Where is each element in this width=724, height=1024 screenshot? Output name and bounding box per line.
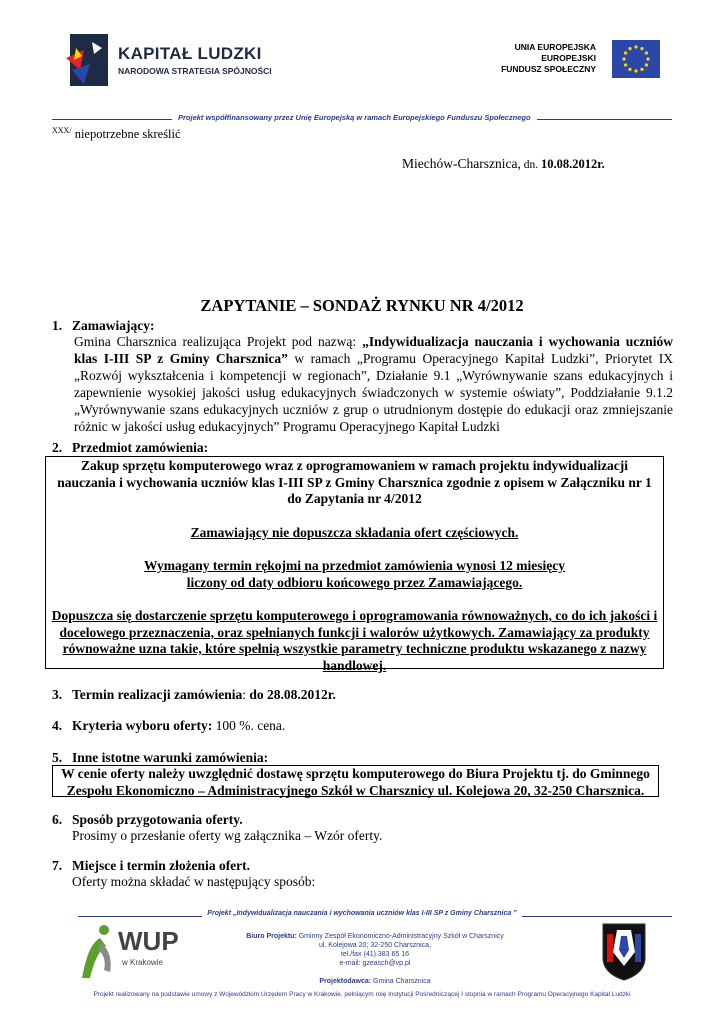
section-7-heading [52,858,250,874]
office-email: e-mail: gzeasch@vp.pl [339,960,411,967]
section-4-number: 4. [52,718,63,733]
kapital-ludzki-title: KAPITAŁ LUDZKI [118,44,262,63]
section-5-heading [52,750,268,766]
section-3-label: Termin realizacji zamówienia [72,687,243,702]
note-text: niepotrzebne skreślić [71,127,181,142]
section-6-text: Prosimy o przesłanie oferty wg załącznika – Wzór oferty. [72,828,383,843]
section-6-heading [52,812,243,828]
wup-logo [80,922,185,984]
beneficiary-value: Gmina Charsznica [371,978,431,985]
footer-project-text: Projekt „Indywidualizacja nauczania i wychowania uczniów klas I-III SP z Gminy Charsznica ” [202,910,521,917]
section-2-heading [52,440,208,456]
eu-line-2: EUROPEJSKI [541,53,596,63]
s1-part-1: Gmina Charsznica realizująca Projekt pod nazwą: [74,334,363,349]
wup-wordmark: WUP [118,926,179,956]
section-1-label: Zamawiający: [72,318,155,333]
section-7-text: Oferty można składać w następujący sposób: [72,874,316,889]
section-5-box: W cenie oferty należy uwzględnić dostawę sprzętu komputerowego do Biura Projektu tj. do Gminnego Zespołu Ekonomiczno – Administracyjnego Szkół w Charsznicy ul. Kolejowa 20, 32-250 Charsznica. [52,765,659,797]
box-no-partial-offers: Zamawiający nie dopuszcza składania ofert częściowych. [190,524,519,540]
footer-realization-note: Projekt realizowany na podstawie umowy z Wojewódzkim Urzędem Pracy w Krakowie, pełniącym rolę Instytucji Pośredniczącej I stopnia w ramach Programu Operacyjnego Kapitał Ludzki [93,991,631,998]
eu-flag-icon [612,40,660,78]
section-7-label: Miejsce i termin złożenia ofert. [72,858,251,873]
charsznica-crest-icon [601,922,647,982]
eu-line-1: UNIA EUROPEJSKA [514,42,596,52]
office-phone: tel./fax (41) 383 65 16 [340,951,410,958]
section-6-label: Sposób przygotowania oferty. [72,812,243,827]
section-3-colon: : [242,687,250,702]
section-3-value: do 28.08.2012r. [249,687,336,702]
footer-project [0,910,724,917]
section-4-value: 100 %. cena. [212,718,286,733]
section-7-number: 7. [52,858,63,873]
box-description: Zakup sprzętu komputerowego wraz z oprogramowaniem w ramach projektu indywidualizacji nauczania i wychowania uczniów klas I-III SP z Gminy Charsznica zgodnie z opisem w Załączniku nr 1 do Zapytania nr 4/2012 [57,458,652,506]
date-dn: dn. [520,159,541,171]
section-4-label: Kryteria wyboru oferty: [72,718,213,733]
box-warranty: Wymagany termin rękojmi na przedmiot zamówienia wynosi 12 miesięcy liczony od daty odbioru końcowego przez Zamawiającego. [144,558,565,590]
beneficiary-label: Projektodawca: [319,978,372,985]
box-equivalents: Dopuszcza się dostarczenie sprzętu komputerowego i oprogramowania równoważnych, co do ich jakości i docelowego przeznaczenia, oraz spełnianych funkcji i walorów użytkowych. Zamawiający za produkty równoważne uzna takie, które spełnią wszystkie parametry techniczne produktu wskazanego z nazwy handlowej. [51,608,658,673]
kapital-ludzki-subtitle: NARODOWA STRATEGIA SPÓJNOŚCI [118,66,272,76]
document-date [402,156,605,172]
kapital-ludzki-logo [62,30,114,90]
date-place: Miechów-Charsznica, [402,156,521,171]
date-value: 10.08.2012r. [540,157,605,171]
strike-note [52,126,181,142]
office-address: ul. Kolejowa 20; 32-250 Charsznica, [318,942,432,949]
footer-beneficiary [200,978,550,985]
note-marker: XXX/ [52,126,72,135]
section-4 [52,718,285,734]
section-2-box [45,456,664,673]
section-2-number: 2. [52,440,63,455]
s1-part-3: w ramach „Programu Operacyjnego Kapitał Ludzki”, Priorytet IX „Rozwój wykształcenia i kompetencji w regionach”, Działanie 9.1 „Wyrównywanie szans edukacyjnych i zapewnienie wysokiej jakości usług edukacyjnych świadczonych w systemie oświaty”, Poddziałanie 9.1.2 „Wyrównywanie szans edukacyjnych uczniów z grup o utrudnionym dostępie do edukacji oraz zmniejszanie różnic w jakości usług edukacyjnych” Programu Operacyjnego Kapitał Ludzki [74,351,673,434]
section-3-number: 3. [52,687,63,702]
section-1-number: 1. [52,318,63,333]
s1-project-name: „Indywidualizacja nauczania i wychowania uczniów klas I-III SP z Gminy Charsznica” [74,334,673,366]
section-1-text [74,333,673,435]
footer-office [200,932,550,968]
wup-figure-icon [80,922,116,982]
header-project-note: Projekt współfinansowany przez Unię Europejską w ramach Europejskiego Funduszu Społecznego [172,113,537,122]
section-5-number: 5. [52,750,63,765]
page-title: ZAPYTANIE – SONDAŻ RYNKU NR 4/2012 [200,296,524,315]
section-5-label: Inne istotne warunki zamówienia: [72,750,269,765]
eu-label [501,42,596,75]
wup-subtitle: w Krakowie [122,958,163,967]
office-label: Biuro Projektu: [246,933,297,940]
section-2-label: Przedmiot zamówienia: [72,440,209,455]
section-6-number: 6. [52,812,63,827]
office-name: Gminny Zespół Ekonomiczno-Administracyjny Szkół w Charsznicy [296,933,504,940]
section-1-heading [52,318,154,334]
eu-line-3: FUNDUSZ SPOŁECZNY [501,64,596,74]
section-3 [52,687,336,703]
